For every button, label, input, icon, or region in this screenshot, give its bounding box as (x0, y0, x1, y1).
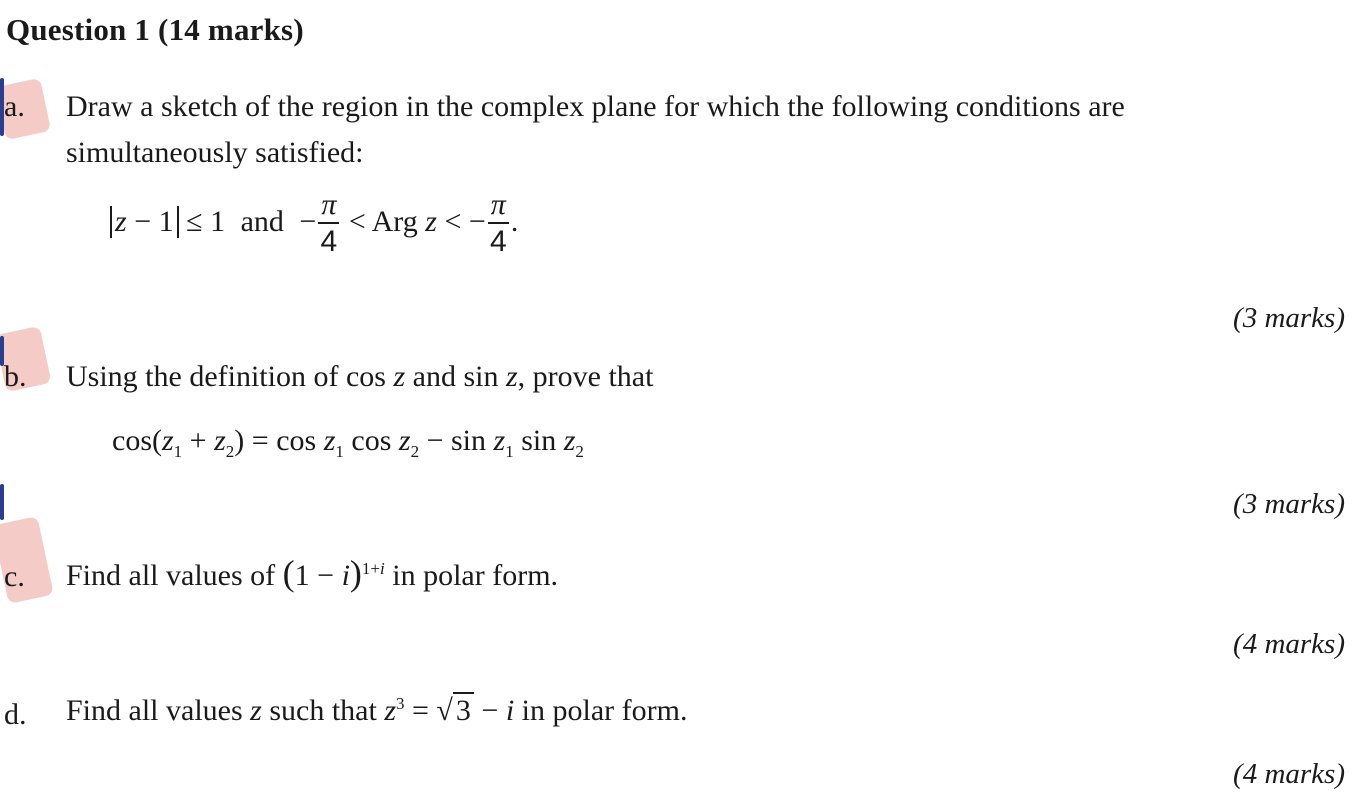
ink-mark-b2 (0, 484, 4, 520)
power-expression: $(1 - i)^{1+i}$ (282, 553, 385, 593)
part-a-condition: z − 1 ≤ 1 and − $\frac{\pi}{4}$ < Arg z < − $\frac{\pi}{4}$ . (110, 188, 518, 260)
part-c-line: Find all values of $(1 - i)^{1+i}$ in polar form. (66, 553, 559, 593)
part-a-line1: Draw a sketch of the region in the complex plane for which the following conditions are (66, 90, 1125, 123)
part-c-marks: (4 marks) (1233, 628, 1345, 660)
part-b-line1: Using the definition of cos z and sin z, prove that (66, 360, 654, 393)
fraction-neg-pi-4: $\frac{\pi}{4}$ (318, 188, 339, 260)
part-d-label: d. (4, 698, 27, 731)
modulus-expression: z − 1 (110, 206, 179, 238)
question-title: Question 1 (14 marks) (6, 12, 304, 47)
part-b-label: b. (4, 360, 27, 393)
part-b-marks: (3 marks) (1233, 488, 1345, 520)
part-a-marks: (3 marks) (1233, 302, 1345, 334)
part-c-label: c. (4, 560, 25, 593)
part-d-marks: (4 marks) (1233, 758, 1345, 790)
part-d-line: Find all values z such that $z^3$ = √ 3 − i in polar form. (66, 694, 688, 727)
part-b-identity: $\cos(z_1 + z_2) = \cos z_1$ $\cos z_2 - \sin z_1$ $\sin z_2$ (112, 424, 584, 461)
arg-word: Arg (371, 204, 418, 238)
fraction-neg-pi-4-2: $\frac{\pi}{4}$ (488, 188, 509, 260)
and-word: and (240, 204, 284, 238)
part-a-label: a. (4, 90, 25, 123)
part-a-line2: simultaneously satisfied: (66, 136, 364, 169)
